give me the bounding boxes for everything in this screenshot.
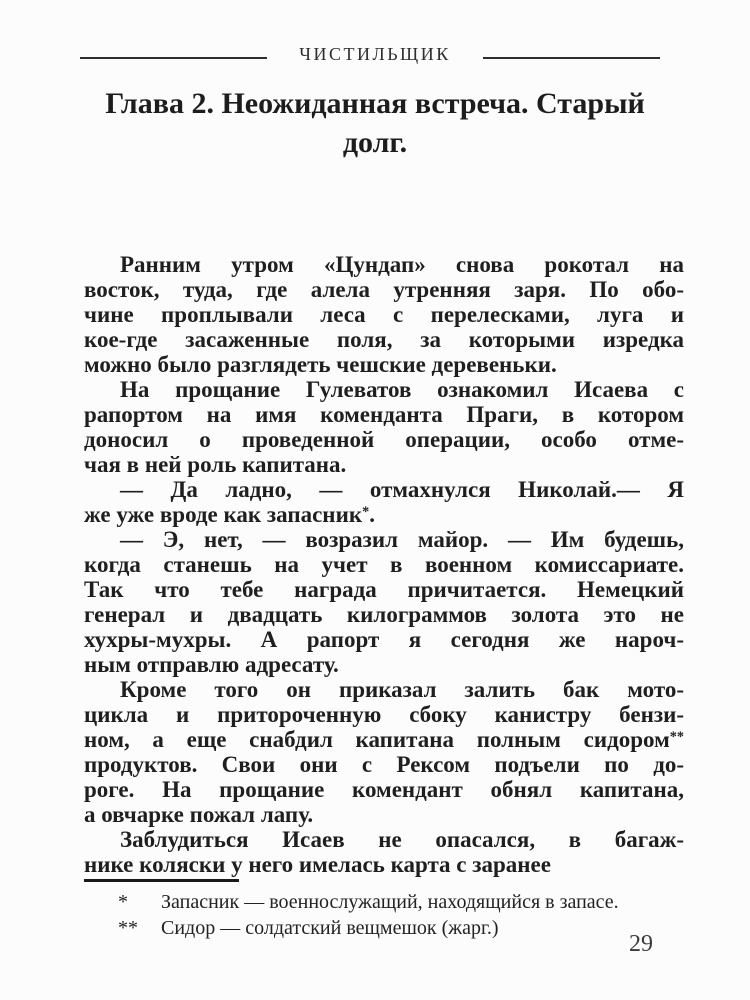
text-line: Заблудиться Исаев не опасался, в багаж- [120,827,684,852]
text-line: Глава 2. Неожиданная встреча. Старый [105,87,645,120]
footnote-item [84,915,684,941]
text-line: нике коляски у него имелась карта с заранее [84,852,551,877]
paragraph [84,827,684,877]
paragraph [84,527,684,677]
text-line: генерал и двадцать килограммов золота это не [84,602,684,627]
text-line: а овчарке пожал лапу. [84,802,314,827]
paragraph [84,477,684,527]
page-number: 29 [629,931,653,957]
text-line: — Да ладно, — отмахнулся Николай.— Я [120,477,684,502]
text-line: роге. На прощание комендант обнял капитана, [84,777,684,802]
running-title: ЧИСТИЛЬЩИК [299,44,451,64]
body-text [84,252,684,877]
header-rule-right-icon [483,57,660,59]
text-line: чая в ней роль капитана. [84,452,347,477]
footnotes [84,889,684,941]
text-line: когда станешь на учет в военном комиссариате. [84,552,684,577]
text-line: кое-где засаженные поля, за которыми изредка [84,327,684,352]
text-line: На прощание Гулеватов ознакомил Исаева с [120,377,684,402]
chapter-heading [40,84,710,162]
text-line: цикла и притороченную сбоку канистру бензи- [84,702,684,727]
text-line: продуктов. Свои они с Рексом подъели по до- [84,752,684,777]
text-line: восток, туда, где алела утренняя заря. По обо- [84,277,684,302]
footnote-marker: * [118,891,128,913]
text-line: ном, а еще снабдил капитана полным сидором** [84,727,684,752]
paragraph [84,252,684,377]
footnote-item [84,889,684,915]
text-line: долг. [342,126,408,159]
footnote-rule [84,879,239,882]
text-line: можно было разглядеть чешские деревеньки. [84,352,557,377]
paragraph [84,377,684,477]
text-line: доносил о проведенной операции, особо отме- [84,427,684,452]
text-line: — Э, нет, — возразил майор. — Им будешь, [120,527,684,552]
text-line: Кроме того он приказал залить бак мото- [120,677,684,702]
footnote-text: Сидор — солдатский вещмешок (жарг.) [161,917,499,939]
footnote-text: Запасник — военнослужащий, находящийся в запасе. [161,891,619,913]
text-line: чине проплывали леса с перелесками, луга и [84,302,684,327]
text-line: ным отправлю адресату. [84,652,339,677]
paragraph [84,677,684,827]
text-line: хухры-мухры. А рапорт я сегодня же нароч- [84,627,684,652]
text-line: рапортом на имя коменданта Праги, в котором [84,402,684,427]
text-line: Так что тебе награда причитается. Немецкий [84,577,684,602]
text-line: же уже вроде как запасник*. [84,502,375,527]
text-line: Ранним утром «Цундап» снова рокотал на [120,252,684,277]
footnote-marker: ** [118,917,138,939]
